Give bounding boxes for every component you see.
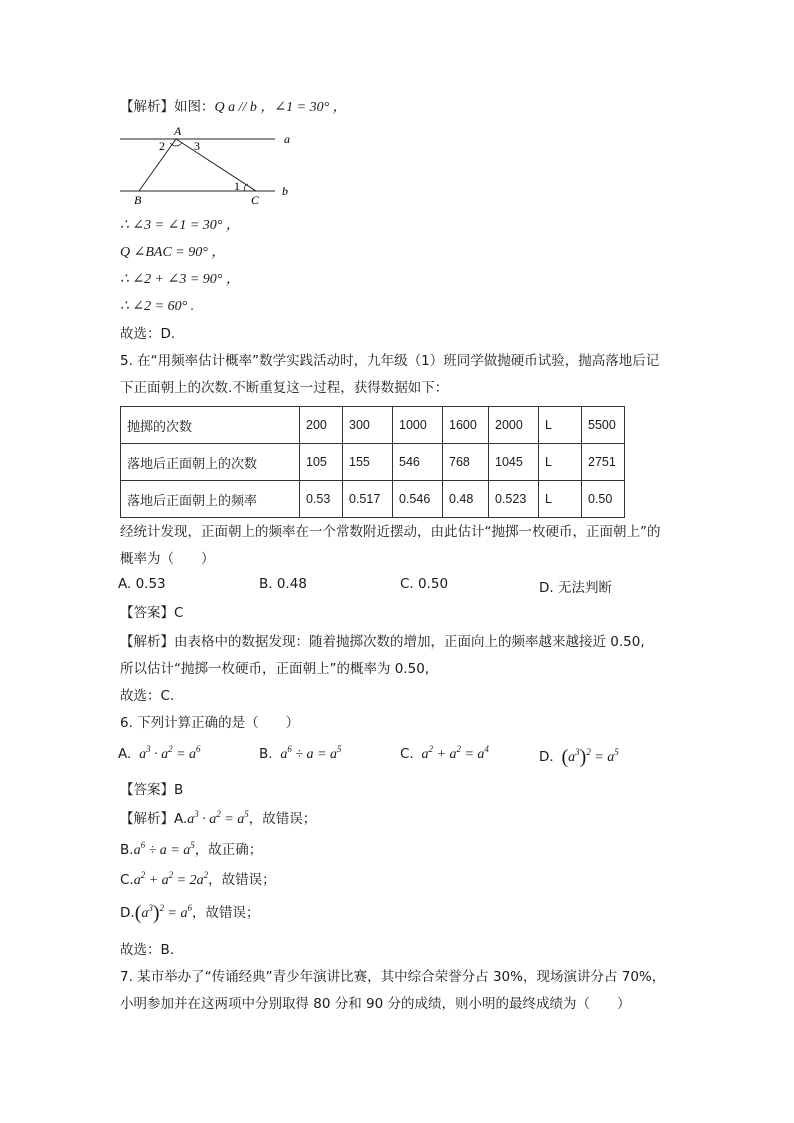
- expression: $a^2 + a^2 = 2a^2$: [133, 870, 209, 888]
- q6-choice: 故选：B.: [120, 942, 175, 958]
- item-label: C.: [120, 872, 134, 888]
- option-label: A.: [118, 746, 132, 762]
- table-cell: 0.48: [443, 481, 489, 518]
- expression: $a^6 \div a = a^5$: [133, 840, 195, 858]
- step-4: ∴ ∠2 = 60° .: [120, 299, 195, 314]
- segment-ab: [139, 139, 176, 191]
- q4-choice: 故选：D.: [120, 326, 176, 342]
- label-angle3: 3: [194, 139, 200, 153]
- q6-stem: 6. 下列计算正确的是（ ）: [120, 715, 300, 731]
- label-b: b: [282, 184, 288, 198]
- table-cell-ellipsis: L: [539, 407, 582, 444]
- q6-option-a: [118, 746, 201, 763]
- q6-analysis-b: [120, 840, 262, 861]
- table-row: [121, 407, 625, 444]
- table-cell: 2751: [582, 444, 625, 481]
- q6-option-d: [539, 746, 619, 769]
- q5-answer: 【答案】C: [120, 605, 184, 621]
- table-cell: 0.53: [300, 481, 343, 518]
- label-a: a: [284, 132, 290, 146]
- q7-stem-line2: 小明参加并在这两项中分别取得 80 分和 90 分的成绩，则小明的最终成绩为（ ）: [120, 996, 631, 1012]
- table-cell: 155: [343, 444, 393, 481]
- step-3: ∴ ∠2 + ∠3 = 90° ，: [120, 272, 240, 287]
- table-cell: 200: [300, 407, 343, 444]
- intro-line: [120, 97, 347, 118]
- table-cell: 0.546: [393, 481, 443, 518]
- table-cell: 0.517: [343, 481, 393, 518]
- table-cell: 546: [393, 444, 443, 481]
- table-cell: 0.50: [582, 481, 625, 518]
- table-cell: 1045: [489, 444, 539, 481]
- q6-analysis-a: [120, 809, 316, 830]
- q5-option-a: A. 0.53: [118, 576, 166, 592]
- option-label: B.: [259, 746, 273, 762]
- table-cell: 2000: [489, 407, 539, 444]
- table-cell: 768: [443, 444, 489, 481]
- row-header: 抛掷的次数: [121, 407, 300, 444]
- table-cell-ellipsis: L: [539, 481, 582, 518]
- step-2: Q ∠BAC = 90° ，: [120, 245, 226, 260]
- q5-stem-line3: 经统计发现，正面朝上的频率在一个常数附近摆动，由此估计“抛掷一枚硬币，正面朝上”的: [120, 524, 661, 540]
- segment-ac: [176, 139, 256, 191]
- label-angle1: 1: [234, 179, 240, 193]
- label-B: B: [134, 193, 142, 207]
- table-row: [121, 444, 625, 481]
- q5-analysis-line2: 所以估计“抛掷一枚硬币，正面朝上”的概率为 0.50,: [120, 661, 430, 677]
- verdict: ，故错误；: [248, 811, 317, 827]
- q5-choice: 故选：C.: [120, 688, 175, 704]
- label-angle2: 2: [159, 139, 165, 153]
- row-header: 落地后正面朝上的次数: [121, 444, 300, 481]
- analysis-prefix: 【解析】如图：: [120, 99, 215, 115]
- q5-stem-line1: 5. 在“用频率估计概率”数学实践活动时，九年级（1）班同学做抛硬币试验，抛高落地后记: [120, 353, 660, 369]
- expression: $a^6 \div a = a^5$: [276, 744, 342, 762]
- q5-analysis-line1: 【解析】由表格中的数据发现：随着抛掷次数的增加，正面向上的频率越来越接近 0.50,: [120, 634, 645, 650]
- label-A: A: [174, 124, 182, 138]
- q6-analysis-c: [120, 870, 276, 891]
- q5-option-c: C. 0.50: [400, 576, 449, 592]
- q5-stem-line2: 下正面朝上的次数.不断重复这一过程，获得数据如下：: [120, 380, 449, 396]
- given-condition: Q a // b ，∠1 = 30° ，: [214, 100, 347, 115]
- table-row: [121, 481, 625, 518]
- item-label: D.: [120, 905, 135, 921]
- table-cell: 0.523: [489, 481, 539, 518]
- coin-toss-table: [120, 406, 625, 518]
- table-cell: 300: [343, 407, 393, 444]
- q5-option-d: D. 无法判断: [539, 580, 612, 596]
- verdict: ，故正确；: [194, 842, 263, 858]
- q6-answer: 【答案】B: [120, 782, 184, 798]
- expression: $a^2 + a^2 = a^4$: [418, 744, 489, 762]
- q5-option-b: B. 0.48: [259, 576, 307, 592]
- table-cell-ellipsis: L: [539, 444, 582, 481]
- q6-analysis-d: [120, 903, 259, 924]
- q6-option-c: [400, 746, 489, 763]
- verdict: ，故错误；: [191, 905, 260, 921]
- table-cell: 105: [300, 444, 343, 481]
- expression: $(a^3)^2 = a^6$: [134, 902, 192, 924]
- item-label: B.: [120, 842, 134, 858]
- row-header: 落地后正面朝上的频率: [121, 481, 300, 518]
- verdict: ，故错误；: [208, 872, 276, 888]
- expression: $(a^3)^2 = a^5$: [561, 746, 619, 768]
- q5-stem-line4: 概率为（ ）: [120, 551, 215, 567]
- parallel-lines-figure: [115, 122, 305, 208]
- option-label: D.: [539, 749, 554, 765]
- label-C: C: [251, 193, 260, 207]
- step-1: ∴ ∠3 = ∠1 = 30° ，: [120, 218, 240, 233]
- table-cell: 1000: [393, 407, 443, 444]
- table-cell: 1600: [443, 407, 489, 444]
- q7-stem-line1: 7. 某市举办了“传诵经典”青少年演讲比赛，其中综合荣誉分占 30%，现场演讲分占 70%，: [120, 969, 666, 985]
- expression: $a^3 \cdot a^2 = a^5$: [187, 809, 249, 827]
- expression: $a^3 \cdot a^2 = a^6$: [135, 744, 201, 762]
- q6-option-b: [259, 746, 342, 763]
- analysis-prefix: 【解析】A.: [120, 811, 188, 827]
- table-cell: 5500: [582, 407, 625, 444]
- option-label: C.: [400, 746, 414, 762]
